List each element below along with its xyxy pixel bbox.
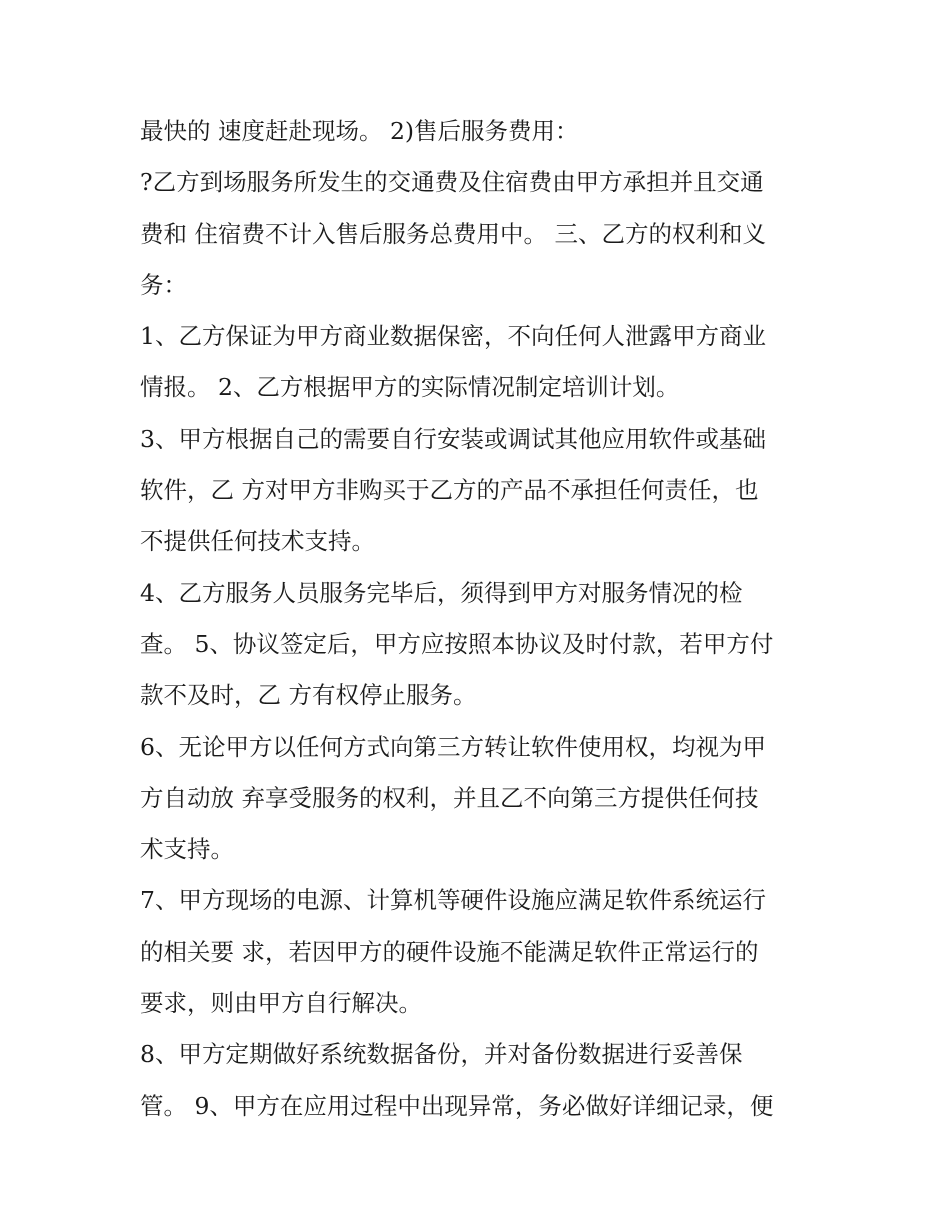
text-line: 8、甲方定期做好系统数据备份，并对备份数据进行妥善保 bbox=[140, 1040, 743, 1069]
text-line: 3、甲方根据自己的需要自行安装或调试其他应用软件或基础 bbox=[140, 424, 766, 453]
text-line: 款不及时，乙 方有权停止服务。 bbox=[140, 681, 477, 710]
text-line: 务： bbox=[140, 270, 187, 299]
text-line: 查。 5、协议签定后，甲方应按照本协议及时付款，若甲方付 bbox=[140, 629, 774, 658]
text-line: 费和 住宿费不计入售后服务总费用中。 三、乙方的权利和义 bbox=[140, 219, 766, 248]
text-line: 要求，则由甲方自行解决。 bbox=[140, 989, 422, 1018]
text-line: 情报。 2、乙方根据甲方的实际情况制定培训计划。 bbox=[140, 373, 680, 402]
text-line: 方自动放 弃享受服务的权利，并且乙不向第三方提供任何技 bbox=[140, 783, 759, 812]
text-line: 1、乙方保证为甲方商业数据保密，不向任何人泄露甲方商业 bbox=[140, 322, 766, 351]
text-line: 7、甲方现场的电源、计算机等硬件设施应满足软件系统运行 bbox=[140, 886, 766, 915]
text-line: 软件，乙 方对甲方非购买于乙方的产品不承担任何责任，也 bbox=[140, 476, 759, 505]
text-line: 4、乙方服务人员服务完毕后，须得到甲方对服务情况的检 bbox=[140, 578, 743, 607]
text-line: 术支持。 bbox=[140, 835, 234, 864]
text-line: ?乙方到场服务所发生的交通费及住宿费由甲方承担并且交通 bbox=[140, 168, 764, 197]
document-body bbox=[140, 106, 820, 1132]
text-line: 不提供任何技术支持。 bbox=[140, 527, 375, 556]
text-line: 管。 9、甲方在应用过程中出现异常，务必做好详细记录，便 bbox=[140, 1091, 774, 1120]
text-line: 最快的 速度赶赴现场。 2)售后服务费用： bbox=[140, 117, 579, 145]
text-line: 6、无论甲方以任何方式向第三方转让软件使用权，均视为甲 bbox=[140, 732, 766, 761]
text-line: 的相关要 求，若因甲方的硬件设施不能满足软件正常运行的 bbox=[140, 937, 759, 966]
